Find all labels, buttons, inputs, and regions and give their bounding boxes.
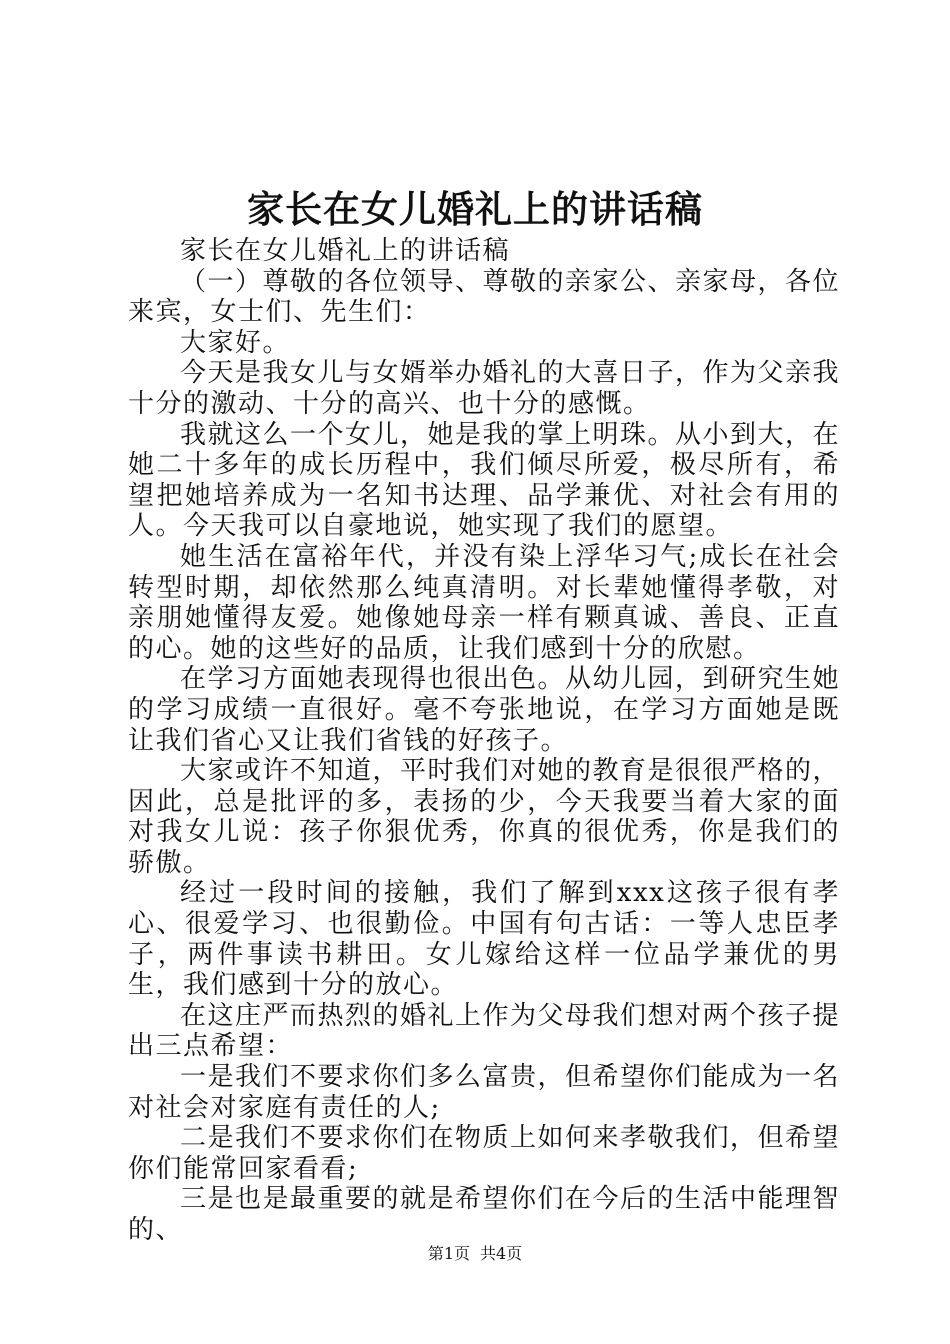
- paragraph-subtitle: 家长在女儿婚礼上的讲话稿: [180, 236, 511, 266]
- page-total: 共4页: [480, 1244, 523, 1263]
- paragraph: 三是也是最重要的就是希望你们在今后的生活中能理智的、: [128, 1184, 841, 1245]
- paragraph: 一是我们不要求你们多么富贵，但希望你们能成为一名对社会对家庭有责任的人;: [128, 1062, 841, 1123]
- paragraph-greeting: （一）尊敬的各位领导、尊敬的亲家公、亲家母，各位来宾，女士们、先生们：: [128, 266, 841, 328]
- document-title: 家长在女儿婚礼上的讲话稿: [247, 187, 703, 231]
- paragraph: 在学习方面她表现得也很出色。从幼儿园，到研究生她的学习成绩一直很好。毫不夸张地说，在学习方面她是既让我们省心又让我们省钱的好孩子。: [128, 664, 841, 756]
- paragraph: 经过一段时间的接触，我们了解到xxx这孩子很有孝心、很爱学习、也很勤俭。中国有句古话：一等人忠臣孝子，两件事读书耕田。女儿嫁给这样一位品学兼优的男生，我们感到十分的放心。: [128, 878, 840, 1001]
- paragraph: 二是我们不要求你们在物质上如何来孝敬我们，但希望你们能常回家看看;: [128, 1123, 841, 1184]
- page-number: 第1页: [427, 1244, 470, 1263]
- paragraph: 大家或许不知道，平时我们对她的教育是很很严格的，因此，总是批评的多，表扬的少，今天我要当着大家的面对我女儿说：孩子你狠优秀，你真的很优秀，你是我们的骄傲。: [128, 756, 841, 878]
- paragraph: 在这庄严而热烈的婚礼上作为父母我们想对两个孩子提出三点希望：: [128, 1000, 841, 1062]
- paragraph: 我就这么一个女儿，她是我的掌上明珠。从小到大，在她二十多年的成长历程中，我们倾尽所爱，极尽所有，希望把她培养成为一名知书达理、品学兼优、对社会有用的人。今天我可以自豪地说，她实现了我们的愿望。: [128, 419, 841, 542]
- document-body: [128, 236, 840, 1246]
- paragraph: 她生活在富裕年代，并没有染上浮华习气;成长在社会转型时期，却依然那么纯真清明。对长辈她懂得孝敬，对亲朋她懂得友爱。她像她母亲一样有颗真诚、善良、正直的心。她的这些好的品质，让我们感到十分的欣慰。: [128, 541, 840, 664]
- paragraph: 今天是我女儿与女婿举办婚礼的大喜日子，作为父亲我十分的激动、十分的高兴、也十分的感慨。: [128, 358, 841, 419]
- paragraph-hello: 大家好。: [180, 327, 291, 358]
- page-footer: [0, 1243, 950, 1265]
